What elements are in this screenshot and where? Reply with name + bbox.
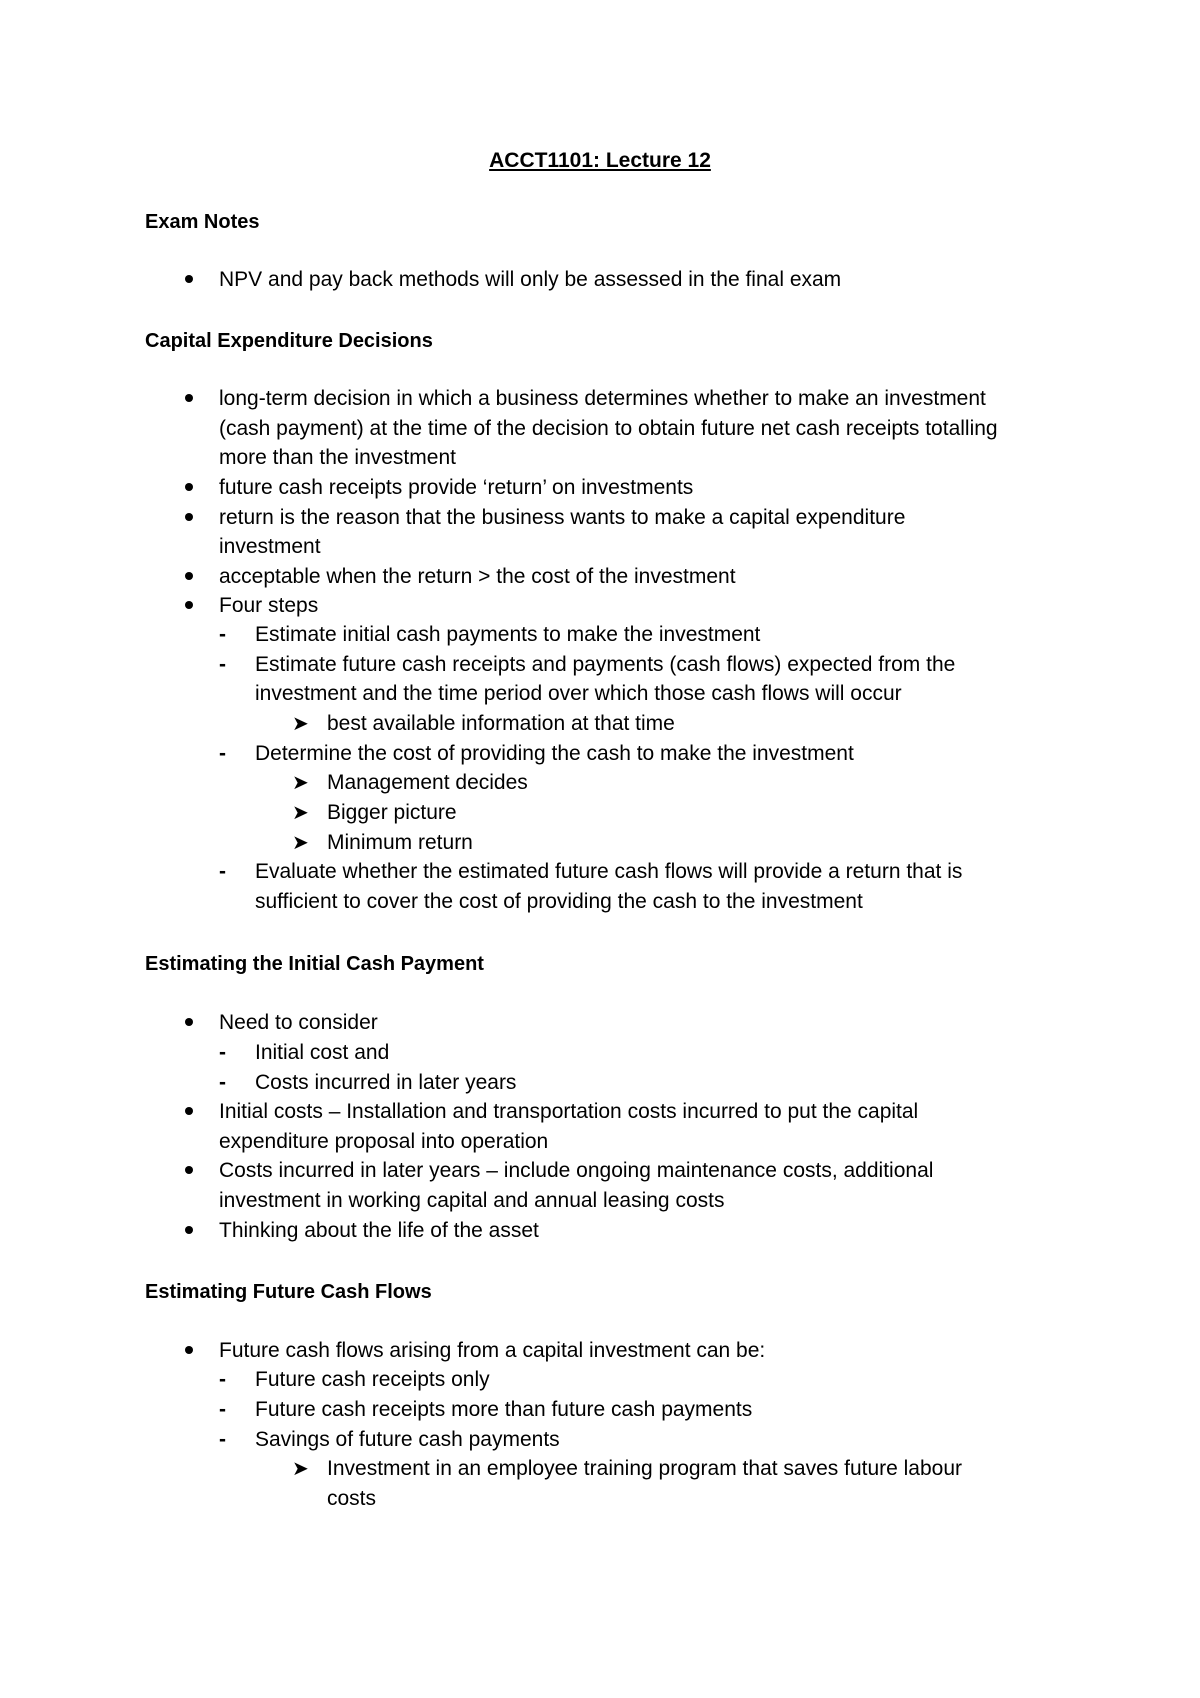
arrow-bullet-icon: ➤ [292, 1458, 309, 1480]
list-item: Thinking about the life of the asset [219, 1219, 539, 1242]
bullet-dot-icon [185, 1107, 193, 1115]
list-item: future cash receipts provide ‘return’ on investments [219, 476, 694, 499]
list-item: Future cash flows arising from a capital investment can be: [219, 1339, 766, 1362]
bullet-dot-icon [185, 1166, 193, 1174]
sub-sub-list-item: Minimum return [327, 831, 473, 854]
dash-icon: - [219, 860, 226, 883]
sub-list-item: Estimate future cash receipts and payments (cash flows) expected from the [255, 653, 956, 676]
sub-list-item: Estimate initial cash payments to make the investment [255, 623, 761, 646]
sub-sub-list-item: best available information at that time [327, 712, 675, 735]
arrow-bullet-icon: ➤ [292, 713, 309, 735]
heading-capital-expenditure: Capital Expenditure Decisions [145, 330, 433, 352]
list-item: Need to consider [219, 1011, 378, 1034]
sub-sub-list-item: Investment in an employee training program that saves future labour [327, 1457, 963, 1480]
sub-list-item: Savings of future cash payments [255, 1428, 560, 1451]
dash-icon: - [219, 653, 226, 676]
list-item-continued: more than the investment [219, 446, 456, 469]
dash-icon: - [219, 1428, 226, 1451]
sub-list-item: Initial cost and [255, 1041, 390, 1064]
sub-sub-list-item-continued: costs [327, 1487, 377, 1510]
bullet-dot-icon [185, 572, 193, 580]
bullet-dot-icon [185, 483, 193, 491]
list-item-continued: (cash payment) at the time of the decision to obtain future net cash receipts totalling [219, 417, 998, 440]
list-item: return is the reason that the business wants to make a capital expenditure [219, 506, 906, 529]
bullet-dot-icon [185, 394, 193, 402]
heading-future-cash-flows: Estimating Future Cash Flows [145, 1281, 432, 1303]
dash-icon: - [219, 1398, 226, 1421]
list-item: Four steps [219, 594, 319, 617]
list-item: Costs incurred in later years – include ongoing maintenance costs, additional [219, 1159, 934, 1182]
sub-list-item: Evaluate whether the estimated future cash flows will provide a return that is [255, 860, 963, 883]
dash-icon: - [219, 742, 226, 765]
list-item: acceptable when the return > the cost of the investment [219, 565, 736, 588]
arrow-bullet-icon: ➤ [292, 772, 309, 794]
sub-list-item: Determine the cost of providing the cash to make the investment [255, 742, 854, 765]
dash-icon: - [219, 623, 226, 646]
dash-icon: - [219, 1041, 226, 1064]
sub-list-item: Costs incurred in later years [255, 1071, 517, 1094]
bullet-dot-icon [185, 1346, 193, 1354]
list-item-continued: investment in working capital and annual leasing costs [219, 1189, 725, 1212]
arrow-bullet-icon: ➤ [292, 802, 309, 824]
bullet-dot-icon [185, 1226, 193, 1234]
sub-sub-list-item: Management decides [327, 771, 528, 794]
sub-list-item-continued: investment and the time period over which those cash flows will occur [255, 682, 902, 705]
dash-icon: - [219, 1071, 226, 1094]
list-item-continued: expenditure proposal into operation [219, 1130, 549, 1153]
sub-list-item-continued: sufficient to cover the cost of providing the cash to the investment [255, 890, 863, 913]
bullet-dot-icon [185, 275, 193, 283]
sub-list-item: Future cash receipts only [255, 1368, 490, 1391]
sub-list-item: Future cash receipts more than future cash payments [255, 1398, 753, 1421]
list-item: NPV and pay back methods will only be assessed in the final exam [219, 268, 842, 291]
list-item: long-term decision in which a business determines whether to make an investment [219, 387, 986, 410]
sub-sub-list-item: Bigger picture [327, 801, 457, 824]
dash-icon: - [219, 1368, 226, 1391]
arrow-bullet-icon: ➤ [292, 832, 309, 854]
page-title: ACCT1101: Lecture 12 [489, 149, 711, 172]
heading-initial-cash-payment: Estimating the Initial Cash Payment [145, 953, 484, 975]
bullet-dot-icon [185, 1018, 193, 1026]
bullet-dot-icon [185, 513, 193, 521]
list-item-continued: investment [219, 535, 321, 558]
bullet-dot-icon [185, 601, 193, 609]
list-item: Initial costs – Installation and transportation costs incurred to put the capital [219, 1100, 919, 1123]
heading-exam-notes: Exam Notes [145, 211, 260, 233]
